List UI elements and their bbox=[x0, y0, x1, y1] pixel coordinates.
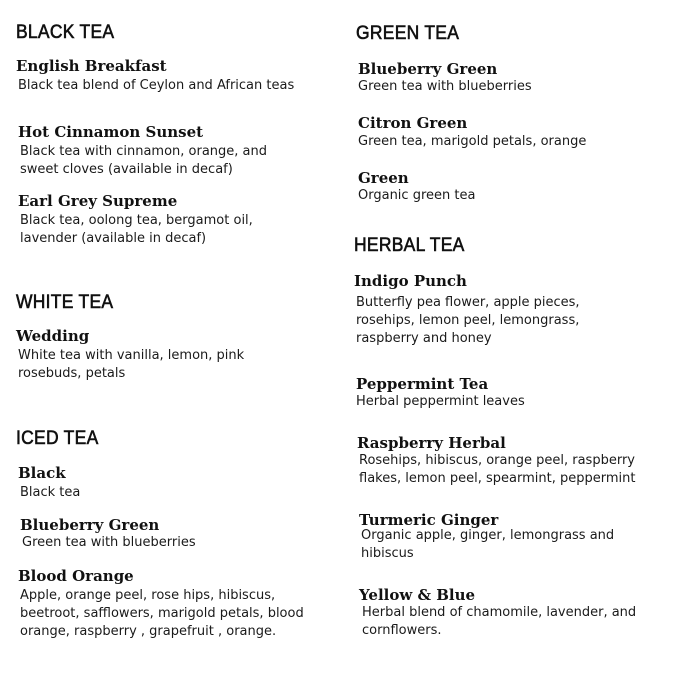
item-name: Blueberry Green bbox=[20, 516, 160, 534]
menu-item-yellow-and-blue bbox=[359, 586, 659, 640]
item-description: Black tea, oolong tea, bergamot oil, lavender (available in decaf) bbox=[20, 213, 253, 246]
menu-item-blueberry-green bbox=[358, 60, 658, 96]
menu-item-english-breakfast bbox=[16, 57, 306, 95]
section-white-tea bbox=[16, 292, 122, 314]
item-description: Black tea blend of Ceylon and African teas bbox=[18, 78, 295, 93]
menu-item-raspberry-herbal bbox=[357, 434, 657, 488]
item-name: Wedding bbox=[16, 327, 90, 345]
item-name: Turmeric Ginger bbox=[359, 511, 499, 529]
item-name: Blood Orange bbox=[18, 567, 134, 585]
section-title: WHITE TEA bbox=[16, 292, 114, 313]
item-description: Green tea with blueberries bbox=[22, 535, 196, 550]
section-black-tea bbox=[16, 22, 123, 44]
menu-item-peppermint-tea bbox=[356, 375, 656, 411]
menu-item-hot-cinnamon-sunset bbox=[18, 123, 308, 179]
item-name: Yellow & Blue bbox=[359, 586, 476, 604]
menu-item-turmeric-ginger bbox=[359, 511, 649, 563]
item-name: Blueberry Green bbox=[358, 60, 498, 78]
section-green-tea bbox=[356, 23, 468, 45]
menu-item-earl-grey-supreme bbox=[18, 192, 308, 248]
section-title: HERBAL TEA bbox=[354, 235, 465, 256]
item-description: Black tea bbox=[20, 485, 81, 500]
item-description: Herbal peppermint leaves bbox=[356, 394, 525, 409]
item-name: Earl Grey Supreme bbox=[18, 192, 178, 210]
item-name: Raspberry Herbal bbox=[357, 434, 506, 452]
item-description: Green tea, marigold petals, orange bbox=[358, 134, 587, 149]
item-description: Apple, orange peel, rose hips, hibiscus, beetroot, safflowers, marigold petals, blood orange, raspberry , grapefruit , orange. bbox=[20, 588, 304, 639]
menu-item-iced-black bbox=[18, 464, 318, 502]
section-title: ICED TEA bbox=[16, 428, 99, 449]
section-title: BLACK TEA bbox=[16, 22, 115, 43]
item-description: Black tea with cinnamon, orange, and sweet cloves (available in decaf) bbox=[20, 144, 268, 177]
item-name: Green bbox=[358, 169, 409, 187]
menu-item-indigo-punch bbox=[354, 272, 614, 348]
section-herbal-tea bbox=[354, 235, 474, 257]
item-description: Green tea with blueberries bbox=[358, 79, 532, 94]
item-name: English Breakfast bbox=[16, 57, 167, 75]
section-iced-tea bbox=[16, 428, 106, 450]
section-title: GREEN TEA bbox=[356, 23, 460, 44]
item-description: White tea with vanilla, lemon, pink rosebuds, petals bbox=[18, 348, 245, 381]
menu-item-green bbox=[358, 169, 658, 205]
item-description: Rosehips, hibiscus, orange peel, raspberry flakes, lemon peel, spearmint, peppermint bbox=[359, 453, 636, 486]
item-description: Organic green tea bbox=[358, 188, 476, 203]
item-name: Indigo Punch bbox=[354, 272, 467, 290]
item-name: Black bbox=[18, 464, 66, 482]
item-name: Peppermint Tea bbox=[356, 375, 489, 393]
item-description: Organic apple, ginger, lemongrass and hibiscus bbox=[361, 528, 615, 561]
item-name: Citron Green bbox=[358, 114, 468, 132]
menu-item-wedding bbox=[16, 327, 286, 383]
item-name: Hot Cinnamon Sunset bbox=[18, 123, 204, 141]
item-description: Herbal blend of chamomile, lavender, and cornflowers. bbox=[362, 605, 637, 638]
menu-item-citron-green bbox=[358, 114, 658, 151]
menu-item-iced-blueberry-green bbox=[20, 516, 320, 552]
item-description: Butterfly pea flower, apple pieces, rosehips, lemon peel, lemongrass, raspberry and honey bbox=[356, 295, 580, 346]
menu-item-blood-orange bbox=[18, 567, 308, 641]
